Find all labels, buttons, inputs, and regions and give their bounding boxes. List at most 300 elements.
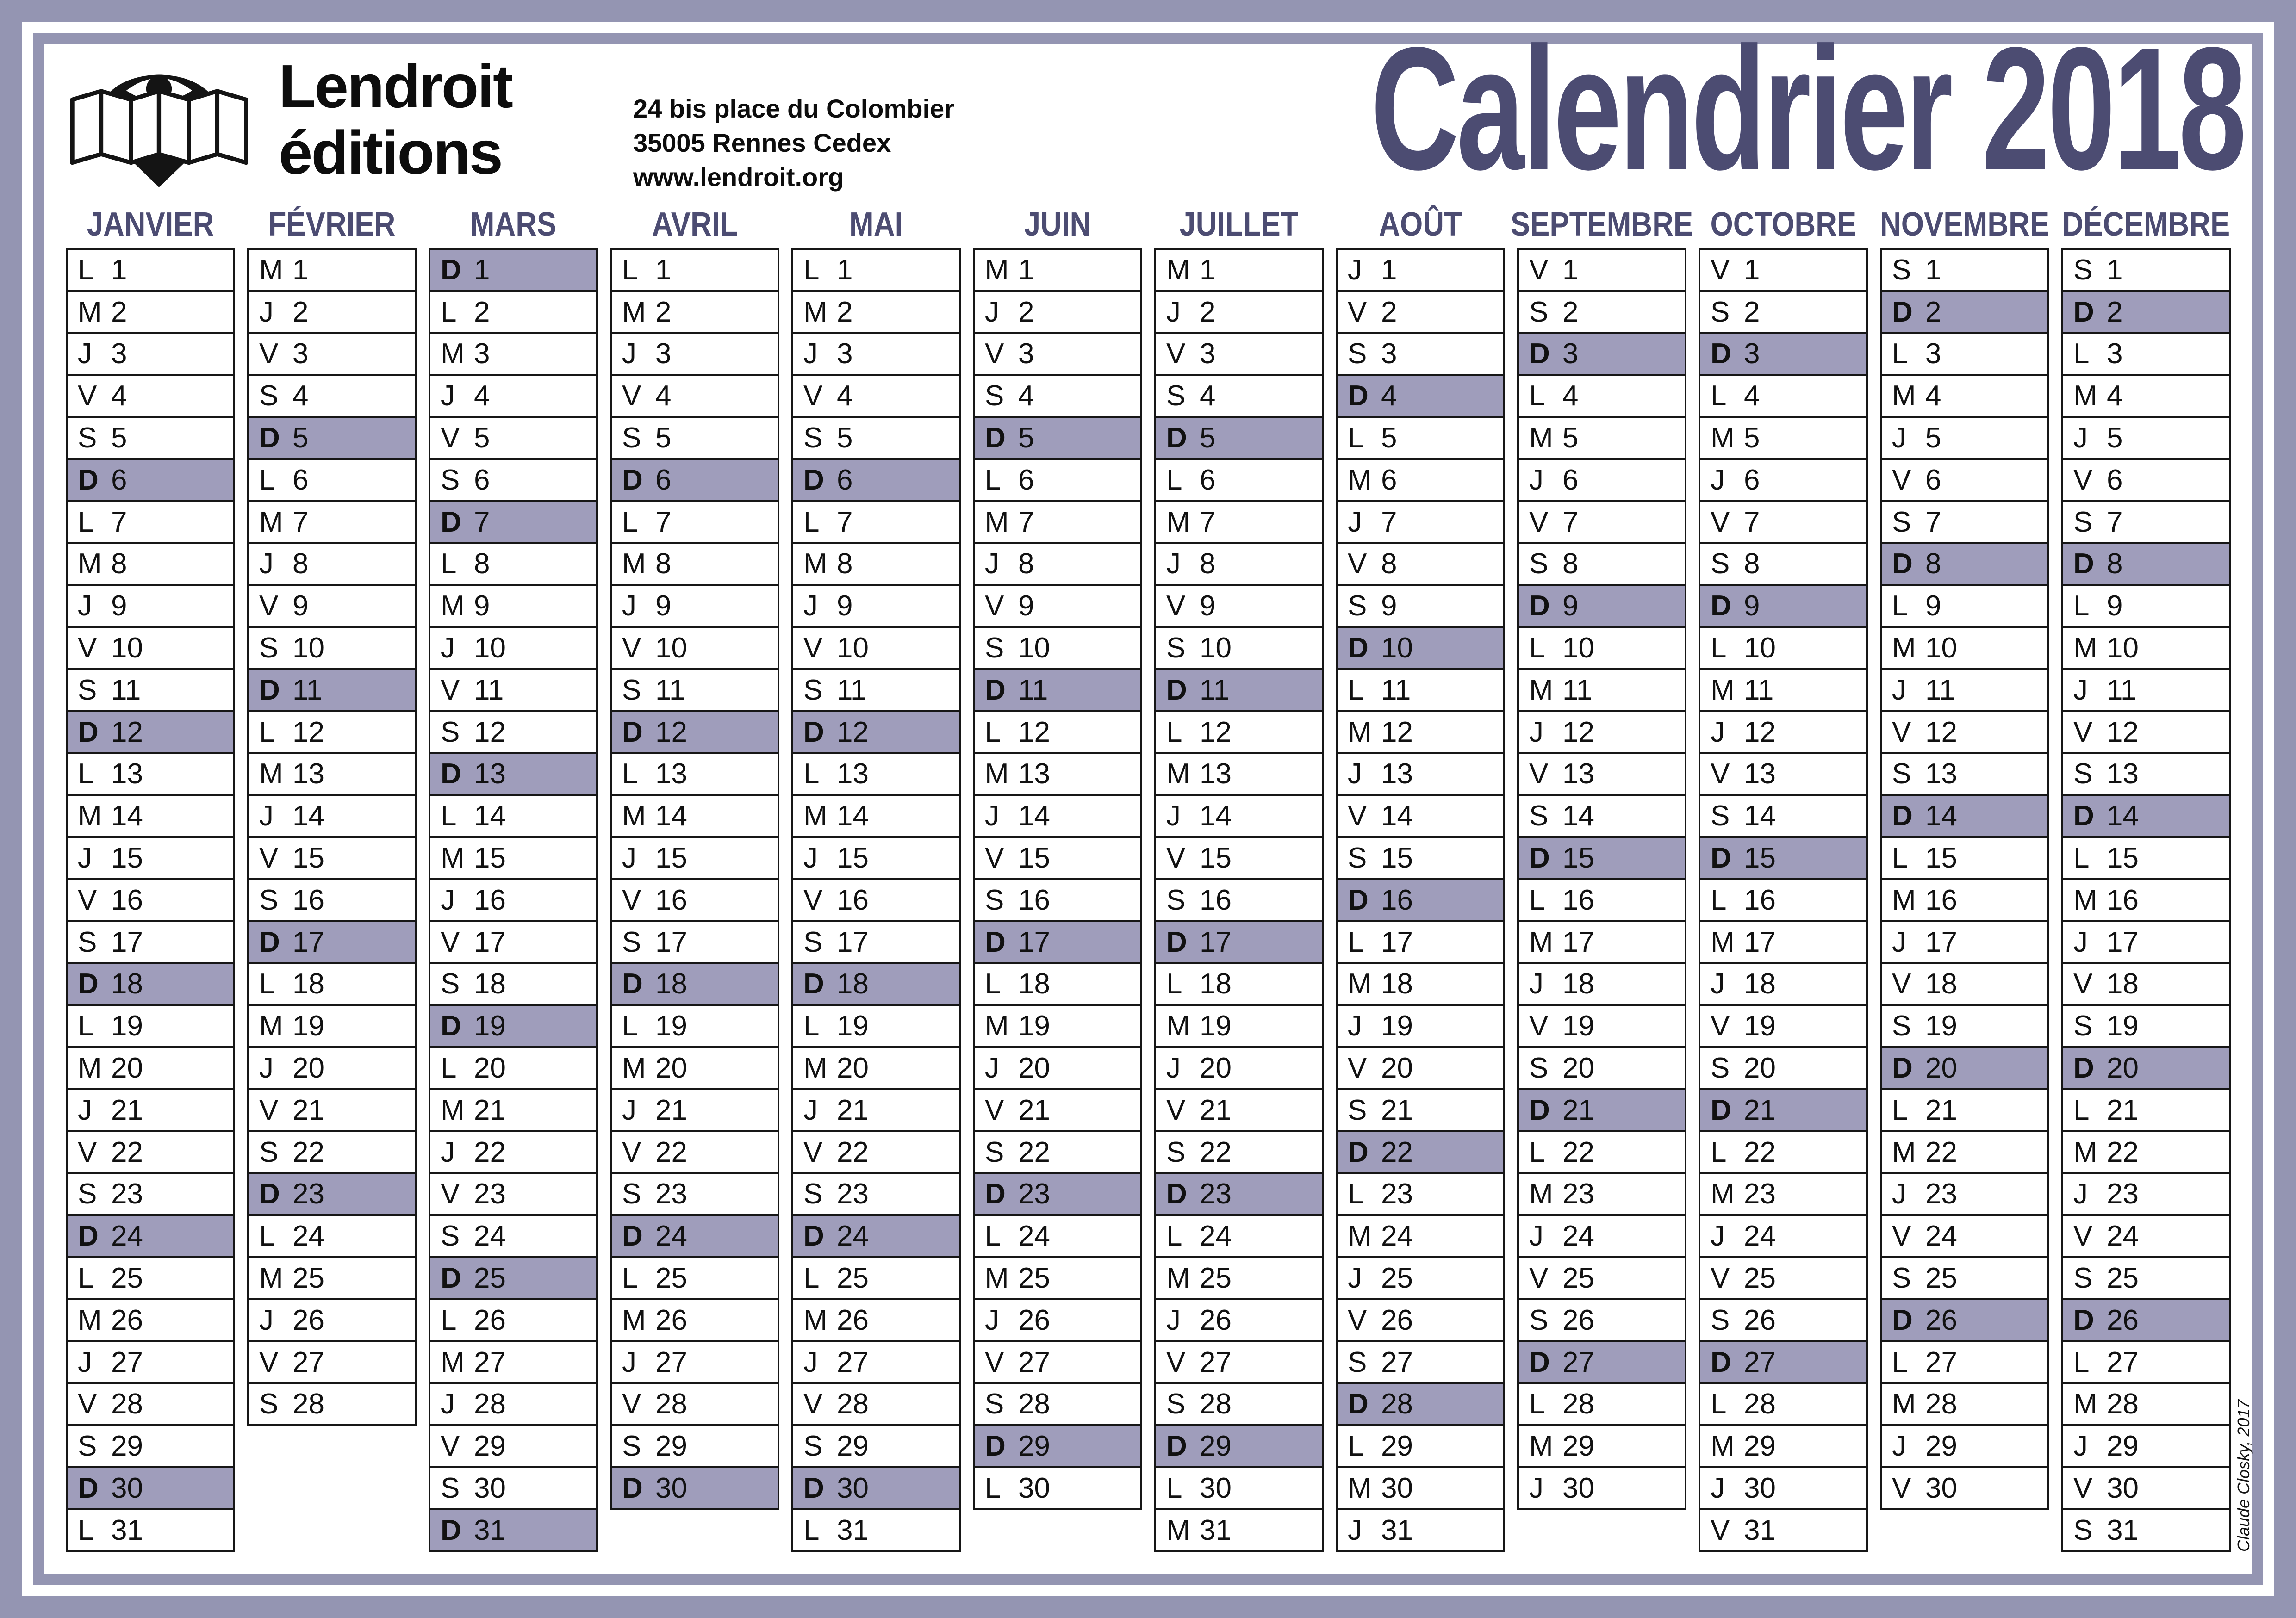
day-number: 2 xyxy=(655,296,672,328)
day-number: 5 xyxy=(1381,422,1397,454)
day-number: 2 xyxy=(1744,296,1760,328)
day-letter: S xyxy=(2073,1514,2093,1546)
day-cell xyxy=(66,1004,235,1048)
month-name: JUIN xyxy=(1024,206,1091,243)
day-number: 2 xyxy=(1925,296,1941,328)
day-letter: L xyxy=(78,758,94,790)
day-number: 14 xyxy=(474,800,506,832)
day-number: 9 xyxy=(111,590,127,622)
day-number: 22 xyxy=(474,1136,506,1168)
month-column-10 xyxy=(1699,207,1868,1552)
day-cell xyxy=(429,458,598,502)
day-cell-sunday xyxy=(610,1466,779,1510)
day-cell xyxy=(1517,458,1686,502)
day-number: 16 xyxy=(292,884,324,916)
day-number: 6 xyxy=(1744,464,1760,496)
month-name: AVRIL xyxy=(652,206,738,243)
day-letter: L xyxy=(1348,1430,1364,1463)
day-letter: L xyxy=(441,1304,457,1336)
day-number: 24 xyxy=(474,1220,506,1252)
day-letter: J xyxy=(259,800,274,832)
day-cell xyxy=(973,248,1142,292)
day-cell xyxy=(2061,1004,2231,1048)
day-cell xyxy=(66,542,235,586)
day-number: 25 xyxy=(1925,1262,1957,1295)
day-cell xyxy=(1699,458,1868,502)
day-stack xyxy=(1517,248,1686,1510)
day-letter: L xyxy=(1348,926,1364,958)
day-letter: J xyxy=(2073,926,2088,958)
day-letter: J xyxy=(2073,1430,2088,1463)
day-letter: D xyxy=(1348,884,1369,916)
month-column-7 xyxy=(1154,207,1324,1552)
day-letter: L xyxy=(1166,1220,1182,1252)
day-cell xyxy=(610,1298,779,1342)
day-cell xyxy=(1699,962,1868,1006)
day-cell xyxy=(791,248,961,292)
day-cell xyxy=(1880,416,2049,460)
day-cell xyxy=(66,1382,235,1426)
day-cell-sunday xyxy=(973,1424,1142,1468)
day-letter: J xyxy=(1711,968,1725,1000)
day-number: 6 xyxy=(1925,464,1941,496)
day-cell xyxy=(2061,374,2231,418)
day-number: 5 xyxy=(2107,422,2123,454)
day-letter: J xyxy=(985,1052,999,1085)
day-cell xyxy=(2061,668,2231,712)
day-number: 9 xyxy=(655,590,672,622)
day-letter: S xyxy=(803,422,823,454)
day-cell xyxy=(1154,1466,1324,1510)
day-letter: M xyxy=(1348,464,1372,496)
month-header xyxy=(1880,207,2049,248)
day-cell xyxy=(791,1088,961,1132)
day-number: 8 xyxy=(1925,548,1941,580)
day-letter: S xyxy=(441,1472,460,1504)
day-number: 14 xyxy=(1562,800,1594,832)
day-cell xyxy=(1517,1130,1686,1174)
day-number: 31 xyxy=(1744,1514,1776,1546)
day-cell xyxy=(1336,1424,1505,1468)
day-cell xyxy=(1880,920,2049,964)
day-cell-sunday xyxy=(1336,1130,1505,1174)
day-cell xyxy=(1154,374,1324,418)
day-number: 20 xyxy=(1562,1052,1594,1085)
day-letter: M xyxy=(1166,1010,1190,1042)
day-letter: V xyxy=(985,1346,1004,1378)
day-letter: J xyxy=(441,1136,455,1168)
day-number: 14 xyxy=(655,800,687,832)
day-cell xyxy=(2061,1340,2231,1384)
day-cell-sunday xyxy=(973,1172,1142,1216)
day-number: 22 xyxy=(837,1136,869,1168)
day-cell xyxy=(66,1046,235,1090)
day-cell xyxy=(1154,1088,1324,1132)
day-letter: J xyxy=(1529,464,1543,496)
day-number: 25 xyxy=(1018,1262,1050,1295)
day-cell xyxy=(973,710,1142,754)
day-cell xyxy=(973,1466,1142,1510)
day-letter: D xyxy=(1166,1430,1187,1463)
day-stack xyxy=(429,248,598,1552)
day-number: 21 xyxy=(1381,1094,1413,1126)
day-cell-sunday xyxy=(247,668,417,712)
day-letter: M xyxy=(78,548,102,580)
day-number: 26 xyxy=(1200,1304,1232,1336)
day-number: 7 xyxy=(655,506,672,538)
day-stack xyxy=(247,248,417,1426)
day-letter: V xyxy=(1348,548,1367,580)
day-letter: D xyxy=(1529,842,1550,874)
day-number: 11 xyxy=(2107,674,2137,706)
day-number: 26 xyxy=(2107,1304,2139,1336)
day-cell xyxy=(1517,668,1686,712)
day-cell xyxy=(2061,1214,2231,1258)
day-number: 3 xyxy=(2107,338,2123,370)
day-cell xyxy=(2061,1172,2231,1216)
day-cell-sunday xyxy=(610,1214,779,1258)
day-number: 29 xyxy=(1744,1430,1776,1463)
day-cell xyxy=(1880,1214,2049,1258)
day-letter: J xyxy=(622,338,636,370)
day-cell xyxy=(1336,1088,1505,1132)
day-number: 16 xyxy=(837,884,869,916)
day-number: 30 xyxy=(1562,1472,1594,1504)
day-letter: D xyxy=(1892,296,1913,328)
day-letter: S xyxy=(985,884,1004,916)
day-letter: S xyxy=(1892,1262,1911,1295)
day-letter: M xyxy=(1529,926,1553,958)
day-number: 1 xyxy=(2107,254,2123,286)
day-letter: V xyxy=(1711,758,1730,790)
brand-line-1: Lendroit xyxy=(279,52,512,120)
day-cell-sunday xyxy=(1517,332,1686,376)
month-column-11 xyxy=(1880,207,2049,1552)
day-cell xyxy=(1154,962,1324,1006)
brand-line-2: éditions xyxy=(279,118,502,186)
day-cell xyxy=(1880,248,2049,292)
day-cell xyxy=(1880,752,2049,796)
day-letter: J xyxy=(1529,968,1543,1000)
day-cell xyxy=(66,500,235,544)
day-cell xyxy=(1517,1046,1686,1090)
day-cell xyxy=(1336,668,1505,712)
day-number: 26 xyxy=(1018,1304,1050,1336)
day-cell xyxy=(973,1088,1142,1132)
day-cell-sunday xyxy=(66,962,235,1006)
day-cell xyxy=(1517,752,1686,796)
day-cell xyxy=(791,794,961,838)
day-cell xyxy=(429,1382,598,1426)
day-letter: D xyxy=(1529,590,1550,622)
day-number: 31 xyxy=(1381,1514,1413,1546)
day-cell-sunday xyxy=(1880,1046,2049,1090)
day-stack xyxy=(610,248,779,1510)
day-stack xyxy=(1154,248,1324,1552)
day-cell-sunday xyxy=(1336,626,1505,670)
day-letter: V xyxy=(1348,1304,1367,1336)
day-letter: J xyxy=(78,590,92,622)
day-number: 4 xyxy=(1925,380,1941,412)
day-cell xyxy=(1880,1466,2049,1510)
day-cell xyxy=(2061,878,2231,922)
day-cell xyxy=(429,1130,598,1174)
day-cell xyxy=(1699,710,1868,754)
day-letter: V xyxy=(259,1094,279,1126)
day-letter: V xyxy=(1348,800,1367,832)
day-number: 23 xyxy=(837,1178,869,1210)
month-header xyxy=(1154,207,1324,248)
day-stack xyxy=(66,248,235,1552)
day-number: 10 xyxy=(1744,632,1776,664)
day-letter: M xyxy=(622,800,646,832)
month-column-3 xyxy=(429,207,598,1552)
day-cell xyxy=(1517,1256,1686,1300)
day-letter: D xyxy=(2073,296,2094,328)
day-cell xyxy=(1699,794,1868,838)
day-number: 26 xyxy=(1562,1304,1594,1336)
day-letter: V xyxy=(1166,1346,1186,1378)
day-letter: V xyxy=(1711,1514,1730,1546)
day-cell xyxy=(1880,500,2049,544)
day-number: 14 xyxy=(837,800,869,832)
day-letter: D xyxy=(622,716,643,748)
day-number: 14 xyxy=(1381,800,1413,832)
day-cell xyxy=(1336,1214,1505,1258)
day-letter: D xyxy=(803,716,824,748)
day-cell xyxy=(1517,416,1686,460)
day-letter: L xyxy=(1711,884,1727,916)
day-letter: S xyxy=(78,926,97,958)
day-cell xyxy=(2061,752,2231,796)
day-number: 11 xyxy=(474,674,504,706)
day-letter: L xyxy=(259,464,275,496)
day-letter: M xyxy=(1711,1430,1735,1463)
day-letter: M xyxy=(259,506,283,538)
day-number: 18 xyxy=(292,968,324,1000)
day-cell xyxy=(1699,668,1868,712)
day-cell xyxy=(1154,500,1324,544)
day-letter: V xyxy=(441,1430,460,1463)
day-number: 22 xyxy=(1200,1136,1232,1168)
day-number: 25 xyxy=(655,1262,687,1295)
day-cell xyxy=(66,794,235,838)
day-number: 21 xyxy=(655,1094,687,1126)
month-name: AOÛT xyxy=(1379,206,1462,243)
day-letter: V xyxy=(2073,1220,2093,1252)
day-letter: M xyxy=(1711,674,1735,706)
day-number: 13 xyxy=(1562,758,1594,790)
day-cell xyxy=(1699,1466,1868,1510)
day-number: 13 xyxy=(111,758,143,790)
day-number: 9 xyxy=(837,590,853,622)
lendroit-logo-map-eye-icon xyxy=(70,54,248,189)
day-letter: M xyxy=(78,1052,102,1085)
day-cell xyxy=(247,710,417,754)
day-number: 26 xyxy=(111,1304,143,1336)
day-letter: M xyxy=(985,1262,1009,1295)
day-number: 24 xyxy=(837,1220,869,1252)
day-number: 27 xyxy=(111,1346,143,1378)
day-number: 22 xyxy=(655,1136,687,1168)
day-number: 28 xyxy=(1381,1388,1413,1420)
day-cell-sunday xyxy=(429,1004,598,1048)
day-cell xyxy=(1517,1466,1686,1510)
day-cell-sunday xyxy=(791,458,961,502)
day-number: 15 xyxy=(474,842,506,874)
day-number: 4 xyxy=(474,380,490,412)
day-letter: V xyxy=(1892,1472,1911,1504)
day-cell xyxy=(791,1130,961,1174)
day-letter: L xyxy=(1892,1346,1908,1378)
day-number: 23 xyxy=(111,1178,143,1210)
day-cell xyxy=(247,584,417,628)
day-cell xyxy=(1517,500,1686,544)
day-cell xyxy=(973,1046,1142,1090)
day-letter: S xyxy=(1348,1094,1367,1126)
day-letter: S xyxy=(1529,548,1549,580)
month-column-6 xyxy=(973,207,1142,1552)
day-stack xyxy=(1699,248,1868,1552)
day-cell xyxy=(791,836,961,880)
day-letter: D xyxy=(622,1220,643,1252)
day-number: 28 xyxy=(474,1388,506,1420)
day-cell xyxy=(1154,542,1324,586)
day-letter: J xyxy=(622,1094,636,1126)
day-number: 6 xyxy=(1018,464,1034,496)
day-cell xyxy=(610,1088,779,1132)
day-letter: L xyxy=(78,506,94,538)
day-number: 12 xyxy=(2107,716,2139,748)
day-letter: D xyxy=(1711,1346,1731,1378)
day-cell xyxy=(610,794,779,838)
day-letter: S xyxy=(78,1430,97,1463)
day-number: 23 xyxy=(1925,1178,1957,1210)
day-stack xyxy=(791,248,961,1552)
day-cell xyxy=(2061,1466,2231,1510)
day-cell xyxy=(429,1298,598,1342)
day-cell-sunday xyxy=(1699,332,1868,376)
day-stack xyxy=(973,248,1142,1510)
day-letter: J xyxy=(803,1346,818,1378)
day-cell xyxy=(1699,1214,1868,1258)
day-cell xyxy=(429,668,598,712)
day-letter: L xyxy=(1892,842,1908,874)
day-letter: D xyxy=(259,1178,280,1210)
day-cell-sunday xyxy=(791,1466,961,1510)
day-letter: M xyxy=(1711,422,1735,454)
day-number: 1 xyxy=(292,254,309,286)
day-cell xyxy=(429,1424,598,1468)
day-cell xyxy=(973,962,1142,1006)
month-header xyxy=(429,207,598,248)
day-number: 27 xyxy=(474,1346,506,1378)
day-cell xyxy=(1517,1172,1686,1216)
day-letter: J xyxy=(803,338,818,370)
calendar-grid xyxy=(66,207,2231,1552)
day-cell-sunday xyxy=(610,458,779,502)
day-letter: L xyxy=(441,548,457,580)
day-letter: V xyxy=(2073,1472,2093,1504)
day-number: 18 xyxy=(2107,968,2139,1000)
day-cell-sunday xyxy=(1154,1172,1324,1216)
day-number: 28 xyxy=(655,1388,687,1420)
day-cell xyxy=(610,1046,779,1090)
day-number: 16 xyxy=(474,884,506,916)
day-cell-sunday xyxy=(2061,1298,2231,1342)
day-cell xyxy=(610,1340,779,1384)
day-letter: L xyxy=(1166,1472,1182,1504)
day-letter: L xyxy=(1529,380,1545,412)
day-letter: M xyxy=(1529,1178,1553,1210)
day-number: 16 xyxy=(1744,884,1776,916)
day-number: 12 xyxy=(1744,716,1776,748)
day-letter: S xyxy=(259,1388,279,1420)
day-cell xyxy=(791,1424,961,1468)
day-letter: M xyxy=(622,296,646,328)
day-cell xyxy=(791,878,961,922)
day-letter: J xyxy=(1892,422,1906,454)
day-number: 27 xyxy=(1381,1346,1413,1378)
day-cell xyxy=(1699,1130,1868,1174)
day-number: 2 xyxy=(2107,296,2123,328)
day-letter: V xyxy=(78,1136,97,1168)
day-cell xyxy=(1699,1256,1868,1300)
day-letter: S xyxy=(2073,1262,2093,1295)
day-letter: J xyxy=(1529,1472,1543,1504)
day-cell xyxy=(1336,1004,1505,1048)
day-letter: D xyxy=(2073,800,2094,832)
day-cell xyxy=(610,626,779,670)
day-letter: M xyxy=(985,506,1009,538)
day-number: 5 xyxy=(1018,422,1034,454)
day-letter: M xyxy=(985,758,1009,790)
day-number: 10 xyxy=(1018,632,1050,664)
day-letter: L xyxy=(1711,1136,1727,1168)
day-number: 20 xyxy=(655,1052,687,1085)
day-number: 18 xyxy=(1925,968,1957,1000)
day-number: 17 xyxy=(1925,926,1957,958)
day-number: 30 xyxy=(474,1472,506,1504)
day-number: 7 xyxy=(1562,506,1579,538)
day-cell-sunday xyxy=(791,710,961,754)
day-cell xyxy=(1336,500,1505,544)
day-number: 6 xyxy=(1562,464,1579,496)
day-letter: V xyxy=(1166,1094,1186,1126)
day-cell xyxy=(2061,836,2231,880)
day-letter: L xyxy=(803,254,820,286)
day-cell xyxy=(1154,458,1324,502)
day-letter: D xyxy=(985,1430,1006,1463)
day-number: 11 xyxy=(837,674,867,706)
month-name: SEPTEMBRE xyxy=(1510,206,1693,243)
day-number: 30 xyxy=(1381,1472,1413,1504)
day-number: 28 xyxy=(1744,1388,1776,1420)
day-number: 30 xyxy=(2107,1472,2139,1504)
day-letter: S xyxy=(2073,506,2093,538)
page-title: Calendrier 2018 xyxy=(1371,11,2244,206)
day-cell xyxy=(66,248,235,292)
day-cell xyxy=(429,1046,598,1090)
day-letter: S xyxy=(441,968,460,1000)
day-number: 23 xyxy=(1018,1178,1050,1210)
day-cell xyxy=(1699,752,1868,796)
day-letter: D xyxy=(1892,548,1913,580)
day-cell xyxy=(429,1214,598,1258)
day-number: 24 xyxy=(1381,1220,1413,1252)
day-letter: L xyxy=(441,800,457,832)
day-cell xyxy=(1880,1004,2049,1048)
